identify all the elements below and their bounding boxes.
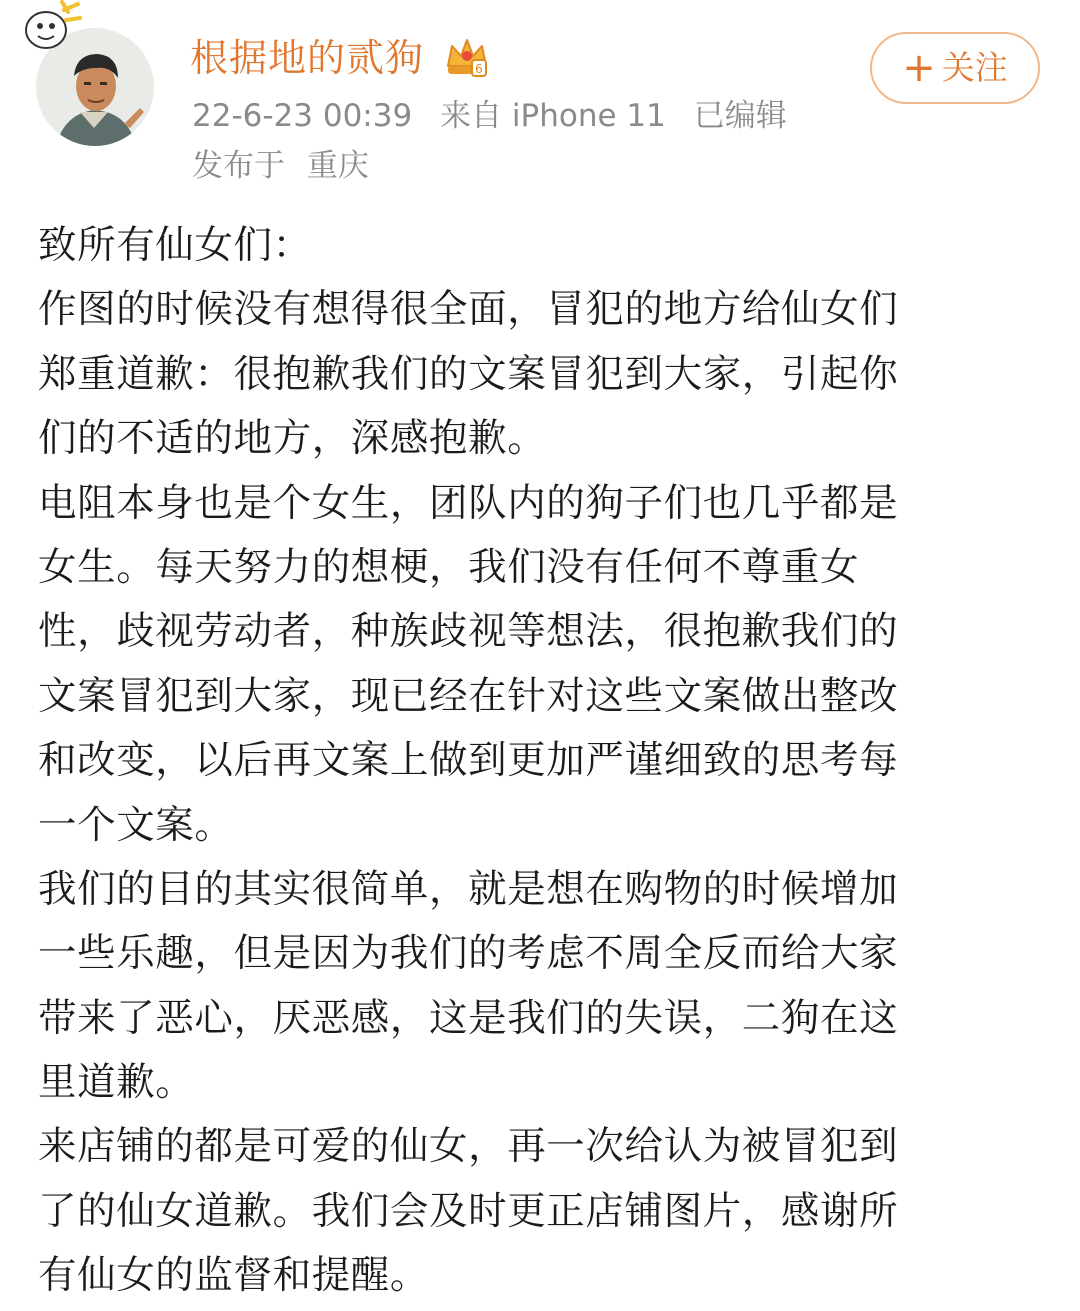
- post-location: [192, 144, 381, 188]
- sticker-badge-icon: [20, 0, 82, 56]
- post-line: 来店铺的都是可爱的仙女，再一次给认为被冒犯到: [38, 1124, 899, 1170]
- post-line: 女生。每天努力的想梗，我们没有任何不尊重女: [38, 544, 860, 590]
- crown-vip-icon[interactable]: [444, 36, 490, 80]
- post-line: 致所有仙女们：: [38, 223, 312, 268]
- svg-text:6: 6: [475, 62, 483, 76]
- post-line: 有仙女的监督和提醒。: [38, 1253, 430, 1299]
- post-line: 们的不适的地方，深感抱歉。: [38, 416, 547, 462]
- post-line: 性，歧视劳动者，种族歧视等想法，很抱歉我们的: [38, 609, 899, 655]
- location-prefix: 发布于: [192, 148, 285, 184]
- post-header: [0, 0, 1080, 200]
- post-line: 郑重道歉：很抱歉我们的文案冒犯到大家，引起你: [38, 351, 899, 397]
- post-source: 来自 iPhone 11: [440, 98, 666, 134]
- location-name: 重庆: [306, 148, 369, 184]
- post-line: 了的仙女道歉。我们会及时更正店铺图片，感谢所: [38, 1188, 899, 1234]
- follow-label: 关注: [941, 48, 1008, 87]
- follow-button[interactable]: [870, 32, 1040, 104]
- post-line: 作图的时候没有想得很全面，冒犯的地方给仙女们: [38, 287, 899, 333]
- post-timestamp: 22-6-23 00:39: [192, 98, 413, 134]
- post-line: 一些乐趣，但是因为我们的考虑不周全反而给大家: [38, 931, 899, 977]
- post-meta: [192, 94, 805, 138]
- post-line: 里道歉。: [38, 1060, 195, 1106]
- post-line: 带来了恶心，厌恶感，这是我们的失误，二狗在这: [38, 995, 899, 1041]
- post-text: [38, 214, 1042, 1309]
- post-line: 和改变，以后再文案上做到更加严谨细致的思考每: [38, 738, 899, 784]
- post-line: 电阻本身也是个女生，团队内的狗子们也几乎都是: [38, 480, 899, 526]
- post-line: 文案冒犯到大家，现已经在针对这些文案做出整改: [38, 673, 899, 719]
- post-edited-label[interactable]: 已编辑: [693, 98, 787, 134]
- plus-icon: +: [902, 45, 936, 91]
- author-name[interactable]: 根据地的贰狗: [190, 36, 425, 80]
- post-line: 我们的目的其实很简单，就是想在购物的时候增加: [38, 866, 899, 912]
- post-line: 一个文案。: [38, 802, 234, 848]
